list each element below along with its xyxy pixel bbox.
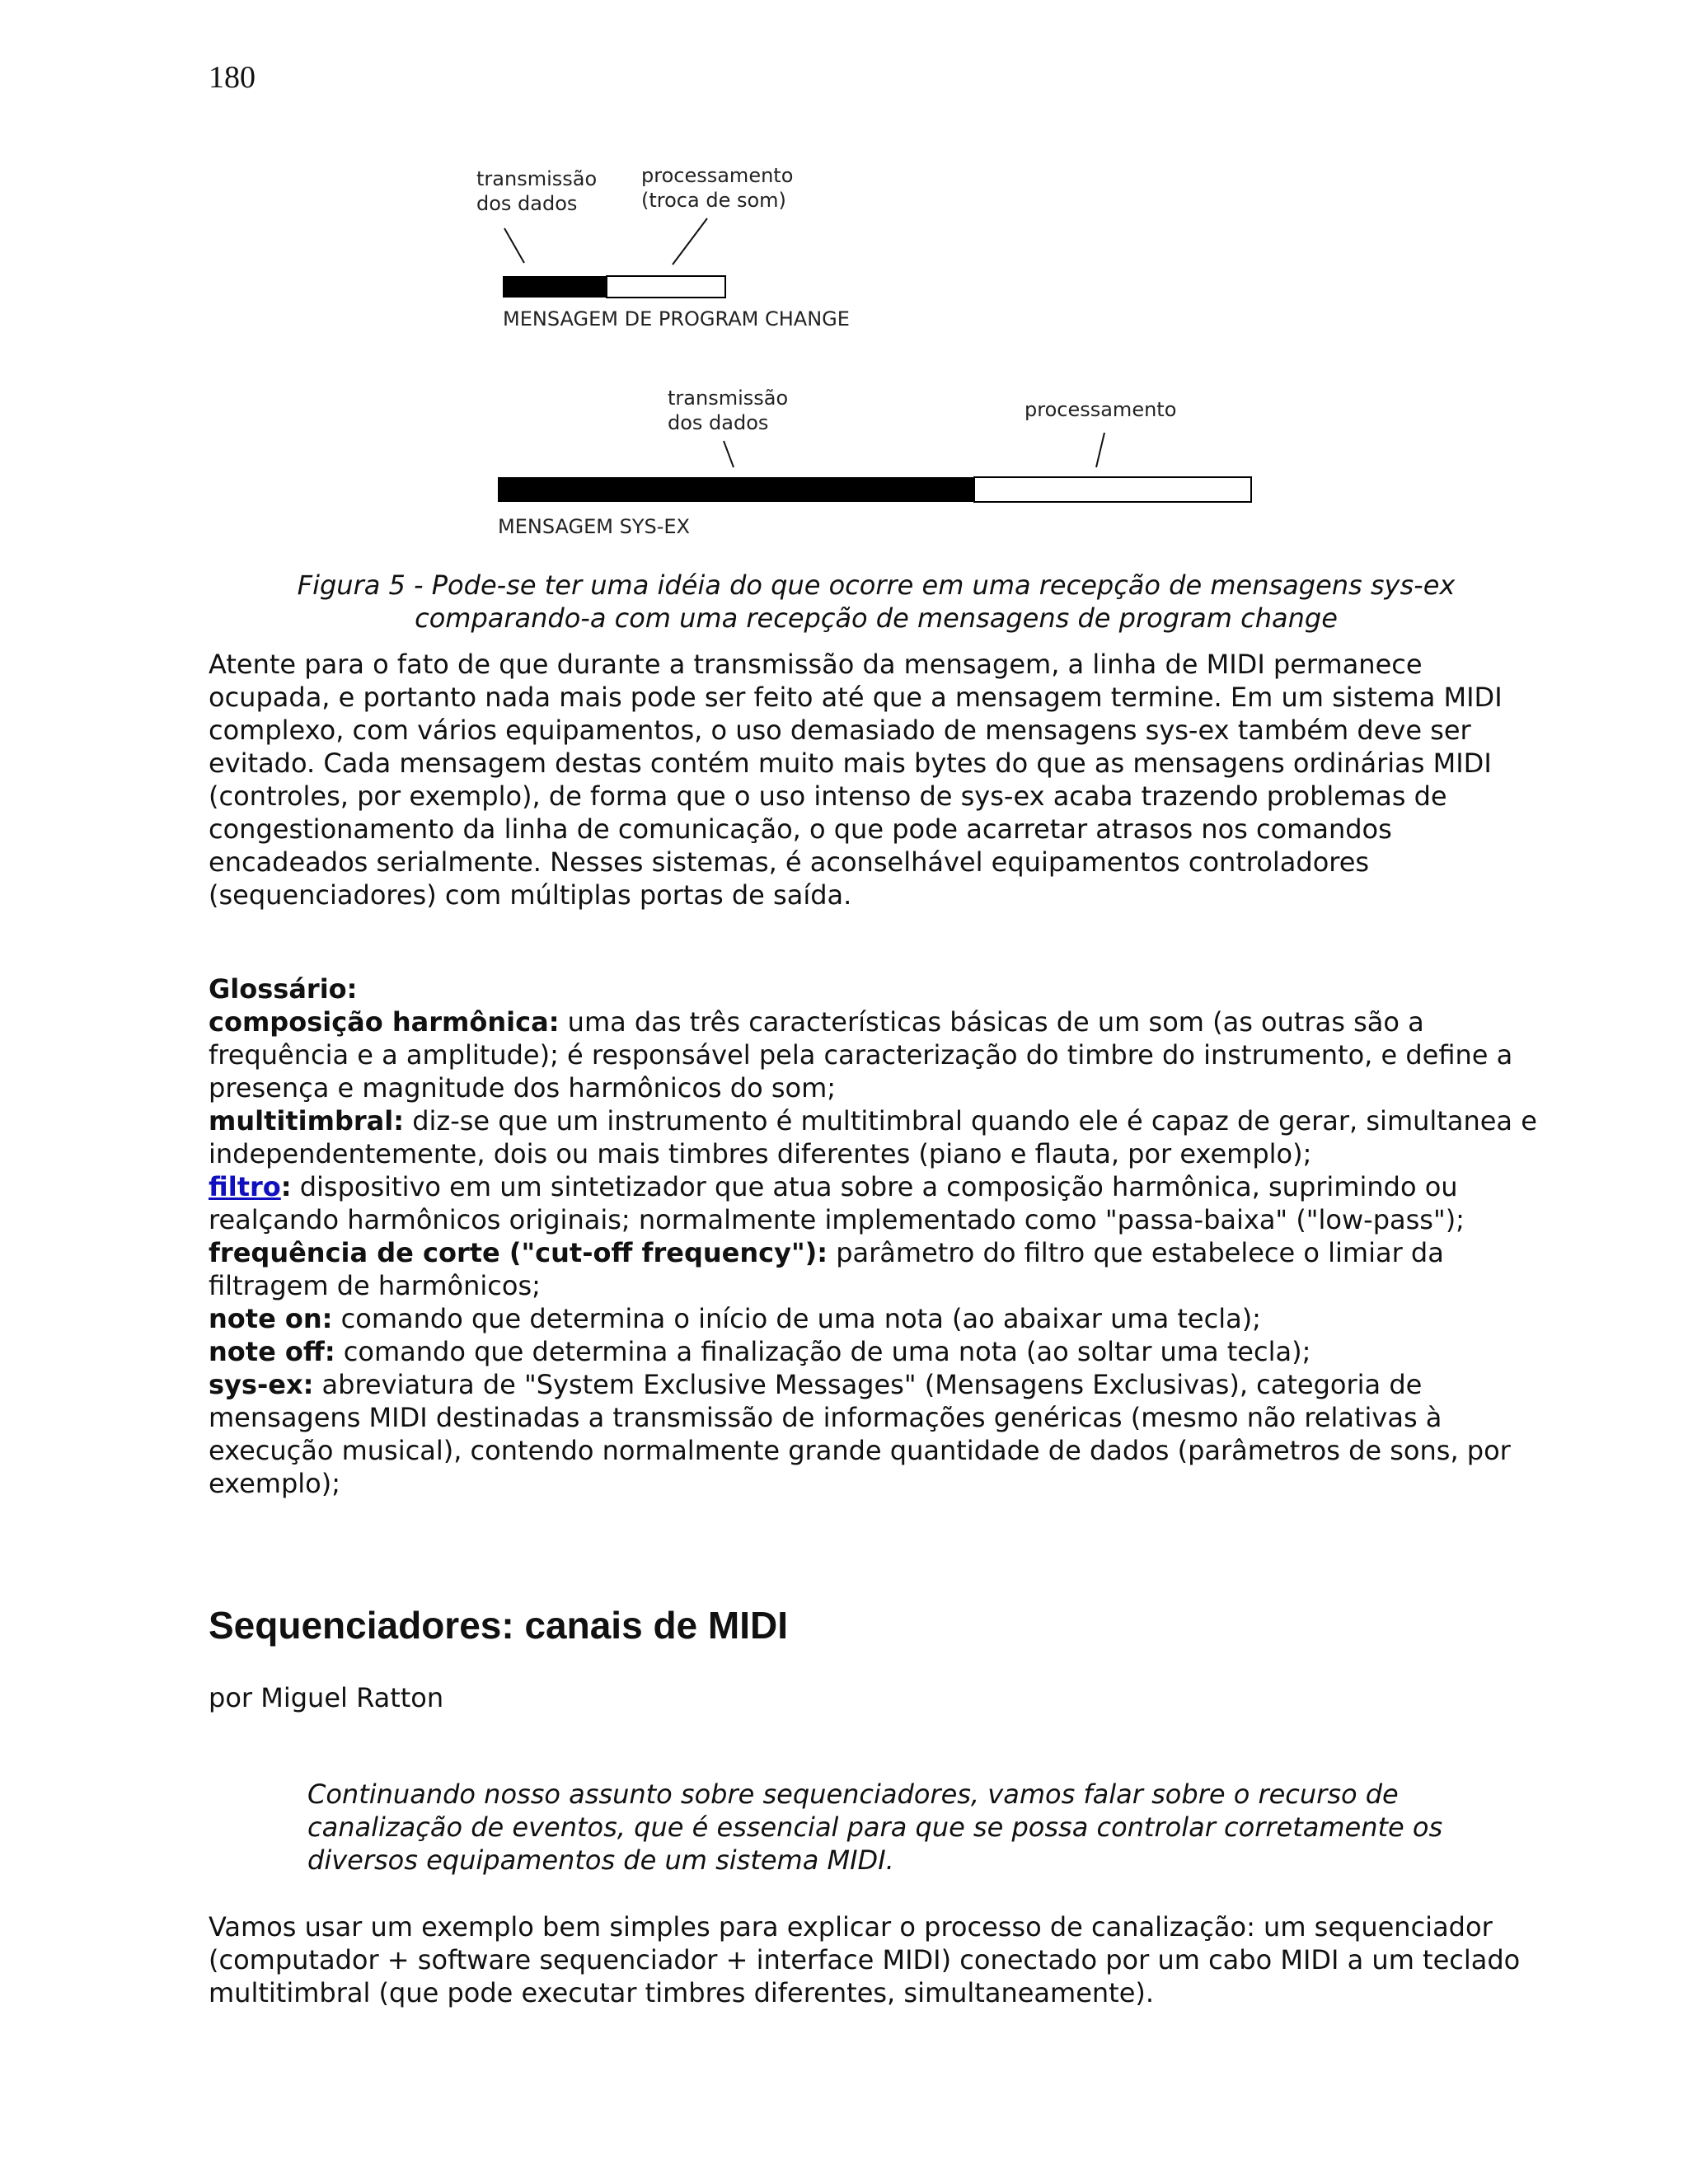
glossary-term: sys-ex:	[209, 1369, 314, 1400]
glossary-entry	[209, 1368, 1544, 1500]
glossary-entry	[209, 1302, 1544, 1335]
glossary-entry	[209, 1335, 1544, 1368]
glossary	[209, 972, 1544, 1500]
glossary-definition: diz-se que um instrumento é multitimbral quando ele é capaz de gerar, simultanea e independentemente, dois ou mais timbres diferentes (piano e flauta, por exemplo);	[209, 1105, 1537, 1169]
top-label-transmission-line1: transmissão	[476, 167, 598, 190]
glossary-term: note on:	[209, 1303, 333, 1334]
bottom-label-processing: processamento	[1025, 398, 1177, 421]
bottom-bar-label: MENSAGEM SYS-EX	[498, 515, 690, 538]
paragraph-sysex-congestion: Atente para o fato de que durante a transmissão da mensagem, a linha de MIDI permanece ocupada, e portanto nada mais pode ser feito até que a mensagem termine. Em um sistema MIDI complexo, com vários equipamentos, o uso demasiado de mensagens sys-ex também deve ser evitado. Cada mensagem destas contém muito mais bytes do que as mensagens ordinárias MIDI (controles, por exemplo), de forma que o uso intenso de sys-ex acaba trazendo problemas de congestionamento da linha de comunicação, o que pode acarretar atrasos nos comandos encadeados serialmente. Nesses sistemas, é aconselhável equipamentos controladores (sequenciadores) com múltiplas portas de saída.	[209, 649, 1503, 911]
page-number: 180	[209, 60, 256, 95]
figure-caption-line1: Figura 5 - Pode-se ter uma idéia do que ocorre em uma recepção de mensagens sys-ex	[297, 569, 1456, 601]
glossary-entry	[209, 1005, 1544, 1104]
glossary-entry	[209, 1104, 1544, 1170]
paragraph-channel-example: Vamos usar um exemplo bem simples para explicar o processo de canalização: um sequenciador (computador + software sequenciador + interface MIDI) conectado por um cabo MIDI a um teclado multitimbral (que pode executar timbres diferentes, simultaneamente).	[209, 1911, 1521, 2008]
bottom-label-transmission-line2: dos dados	[668, 411, 769, 434]
top-pointer-processing	[673, 218, 707, 265]
glossary-definition: comando que determina o início de uma nota (ao abaixar uma tecla);	[332, 1303, 1261, 1334]
figure-diagram	[462, 161, 1269, 556]
glossary-definition: parâmetro do filtro que estabelece o limiar da filtragem de harmônicos;	[209, 1237, 1444, 1301]
bottom-bar-transmission	[498, 477, 974, 502]
bottom-label-transmission-line1: transmissão	[668, 387, 789, 410]
figure-sysex-vs-program-change	[462, 161, 1269, 556]
section-title: Sequenciadores: canais de MIDI	[209, 1604, 789, 1647]
top-label-processing-line1: processamento	[641, 164, 794, 187]
glossary-entry	[209, 1170, 1544, 1236]
top-bar-processing	[607, 276, 725, 298]
author-byline: por Miguel Ratton	[209, 1682, 444, 1713]
glossary-title: Glossário:	[209, 973, 358, 1005]
glossary-term: composição harmônica:	[209, 1006, 560, 1038]
top-pointer-transmission	[504, 228, 524, 263]
glossary-term-suffix: :	[280, 1171, 292, 1202]
bottom-bar-processing	[974, 477, 1251, 502]
glossary-term: frequência de corte ("cut-off frequency"):	[209, 1237, 828, 1268]
glossary-definition: abreviatura de "System Exclusive Messages" (Mensagens Exclusivas), categoria de mensagens MIDI destinadas a transmissão de informações genéricas (mesmo não relativas à execução musical), contendo normalmente grande quantidade de dados (parâmetros de sons, por exemplo);	[209, 1369, 1511, 1499]
glossary-definition: comando que determina a finalização de uma nota (ao soltar uma tecla);	[335, 1336, 1311, 1367]
top-label-processing-line2: (troca de som)	[641, 189, 786, 212]
bottom-pointer-transmission	[724, 441, 734, 467]
glossary-link-filtro[interactable]: filtro	[209, 1171, 281, 1202]
top-label-transmission-line2: dos dados	[476, 192, 578, 215]
figure-caption	[209, 569, 1544, 635]
glossary-term: multitimbral:	[209, 1105, 405, 1137]
glossary-definition: uma das três características básicas de um som (as outras são a frequência e a amplitude); é responsável pela caracterização do timbre do instrumento, e define a presença e magnitude dos harmônicos do som;	[209, 1006, 1513, 1104]
glossary-entry	[209, 1236, 1544, 1302]
top-bar-label: MENSAGEM DE PROGRAM CHANGE	[503, 307, 850, 330]
top-bar-transmission	[503, 276, 607, 298]
glossary-definition: dispositivo em um sintetizador que atua sobre a composição harmônica, suprimindo ou realçando harmônicos originais; normalmente implementado como "passa-baixa" ("low-pass");	[209, 1171, 1465, 1235]
figure-caption-line2: comparando-a com uma recepção de mensagens de program change	[415, 602, 1338, 634]
bottom-pointer-processing	[1096, 433, 1104, 467]
glossary-term: note off:	[209, 1336, 335, 1367]
section-lead: Continuando nosso assunto sobre sequenciadores, vamos falar sobre o recurso de canalização de eventos, que é essencial para que se possa controlar corretamente os diversos equipamentos de um sistema MIDI.	[307, 1779, 1443, 1876]
